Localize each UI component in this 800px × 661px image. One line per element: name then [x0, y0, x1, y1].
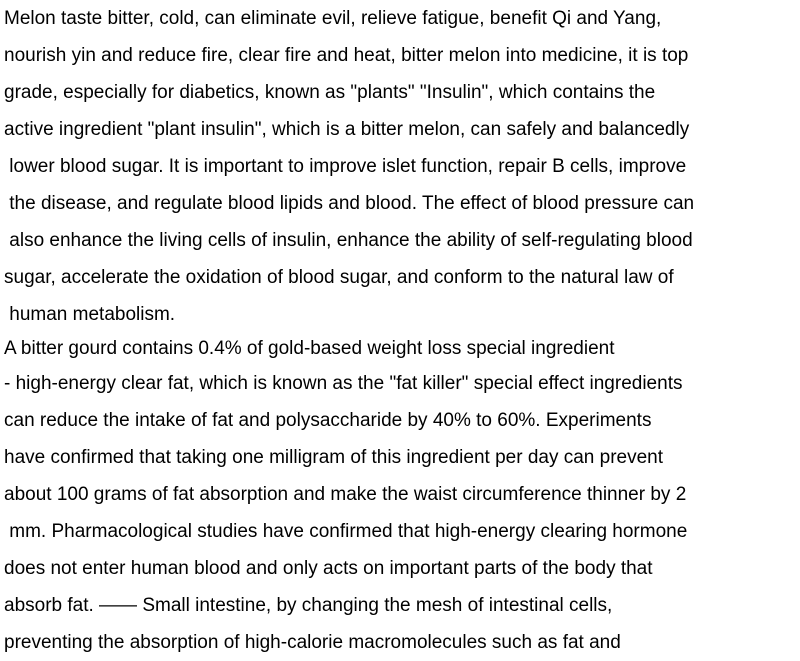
text-line: A bitter gourd contains 0.4% of gold-based weight loss special ingredient — [4, 338, 615, 359]
text-line: grade, especially for diabetics, known as "plants" "Insulin", which contains the — [4, 82, 656, 103]
paragraph-fat-absorption — [4, 333, 796, 661]
text-line: active ingredient "plant insulin", which is a bitter melon, can safely and balancedly — [4, 119, 690, 140]
text-line: does not enter human blood and only acts on important parts of the body that — [4, 558, 653, 579]
text-line: absorb fat. —— Small intestine, by changing the mesh of intestinal cells, — [4, 595, 613, 616]
text-line: can reduce the intake of fat and polysaccharide by 40% to 60%. Experiments — [4, 410, 652, 431]
text-line: about 100 grams of fat absorption and make the waist circumference thinner by 2 — [4, 484, 687, 505]
text-line: Melon taste bitter, cold, can eliminate evil, relieve fatigue, benefit Qi and Yang, — [4, 8, 662, 29]
text-line: - high-energy clear fat, which is known as the "fat killer" special effect ingredients — [4, 373, 683, 394]
text-line: human metabolism. — [4, 304, 176, 325]
text-line: also enhance the living cells of insulin, enhance the ability of self-regulating blood — [4, 230, 693, 251]
text-line: mm. Pharmacological studies have confirmed that high-energy clearing hormone — [4, 521, 688, 542]
text-line: sugar, accelerate the oxidation of blood sugar, and conform to the natural law of — [4, 267, 674, 288]
text-line: nourish yin and reduce fire, clear fire and heat, bitter melon into medicine, it is top — [4, 45, 689, 66]
paragraph-bitter-melon-benefits — [4, 0, 796, 333]
document-body — [4, 0, 796, 661]
text-line: preventing the absorption of high-calorie macromolecules such as fat and — [4, 632, 621, 653]
text-line: have confirmed that taking one milligram of this ingredient per day can prevent — [4, 447, 664, 468]
text-line: the disease, and regulate blood lipids and blood. The effect of blood pressure can — [4, 193, 695, 214]
text-line: lower blood sugar. It is important to improve islet function, repair B cells, improve — [4, 156, 687, 177]
